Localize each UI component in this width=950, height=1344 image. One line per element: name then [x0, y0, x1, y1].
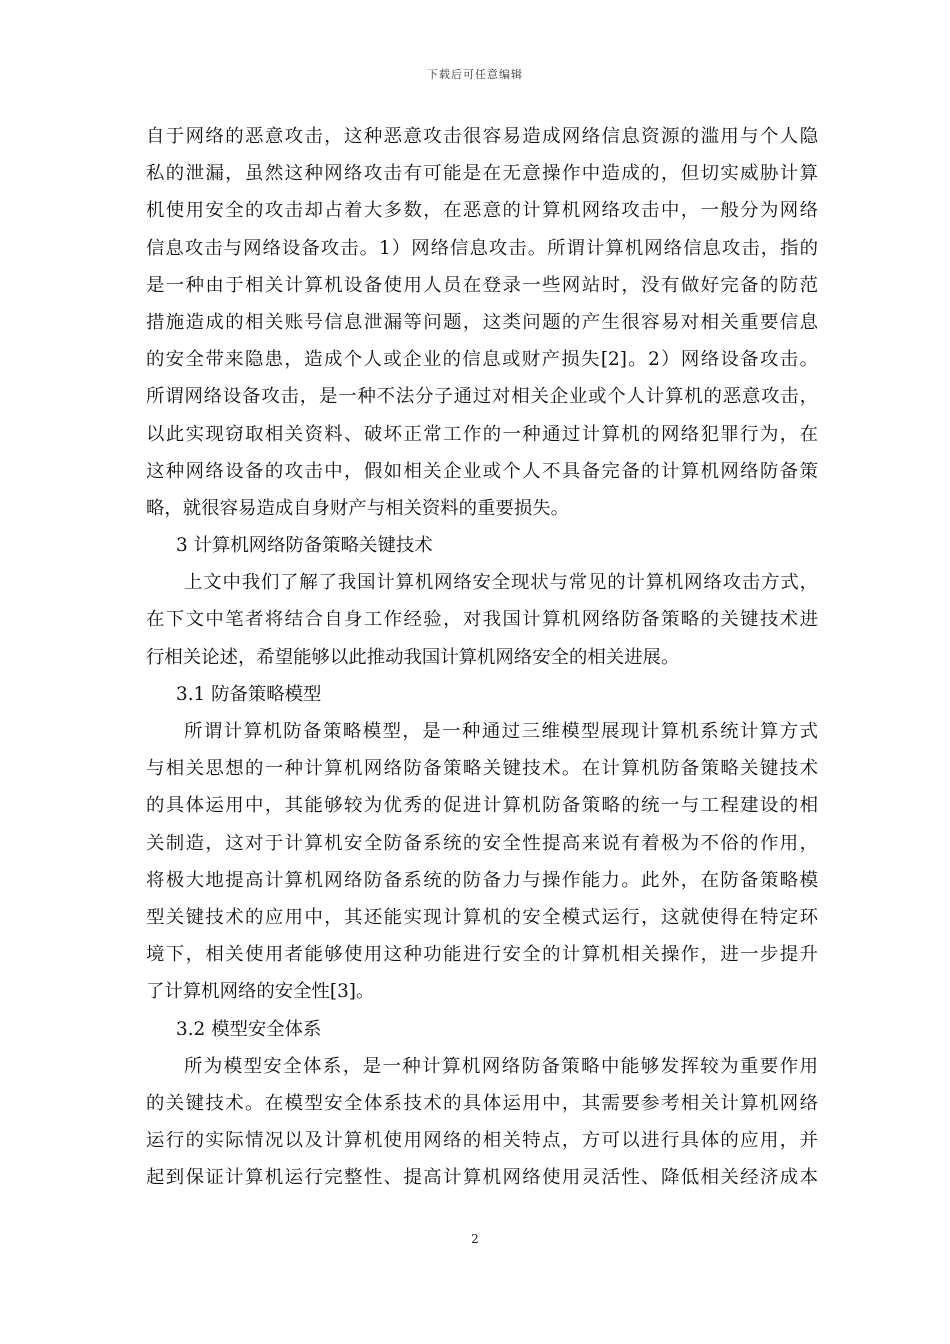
- body-line: 私的泄漏，虽然这种网络攻击有可能是在无意操作中造成的，但切实威胁计算: [146, 163, 818, 185]
- body-line: 信息攻击与网络设备攻击。1）网络信息攻击。所谓计算机网络信息攻击，指的: [146, 237, 818, 259]
- body-line: 所谓网络设备攻击，是一种不法分子通过对相关企业或个人计算机的恶意攻击，: [146, 386, 818, 408]
- page-header: 下载后可任意编辑: [427, 68, 523, 81]
- body-line: 措施造成的相关账号信息泄漏等问题，这类问题的产生很容易对相关重要信息: [146, 311, 818, 333]
- body-line: 型关键技术的应用中，其还能实现计算机的安全模式运行，这就使得在特定环: [146, 906, 818, 928]
- body-line: 是一种由于相关计算机设备使用人员在登录一些网站时，没有做好完备的防范: [146, 274, 818, 296]
- body-line: 以此实现窃取相关资料、破坏正常工作的一种通过计算机的网络犯罪行为，在: [146, 423, 818, 445]
- body-line: 关制造，这对于计算机安全防备系统的安全性提高来说有着极为不俗的作用，: [146, 832, 818, 854]
- body-line: 自于网络的恶意攻击，这种恶意攻击很容易造成网络信息资源的滥用与个人隐: [146, 126, 818, 147]
- body-line: 运行的实际情况以及计算机使用网络的相关特点，方可以进行具体的应用，并: [146, 1130, 818, 1152]
- body-line: 这种网络设备的攻击中，假如相关企业或个人不具备完备的计算机网络防备策: [146, 460, 818, 482]
- body-line: 机使用安全的攻击却占着大多数，在恶意的计算机网络攻击中，一般分为网络: [146, 200, 818, 222]
- body-line: 起到保证计算机运行完整性、提高计算机网络使用灵活性、降低相关经济成本: [146, 1167, 818, 1189]
- section-heading: 3 计算机网络防备策略关键技术: [176, 535, 433, 557]
- body-line: 的安全带来隐患，造成个人或企业的信息或财产损失[2]。2）网络设备攻击。: [146, 349, 818, 371]
- body-line: 在下文中笔者将结合自身工作经验，对我国计算机网络防备策略的关键技术进: [146, 609, 818, 631]
- body-line: 略，就很容易造成自身财产与相关资料的重要损失。: [146, 497, 569, 519]
- body-line: 所为模型安全体系，是一种计算机网络防备策略中能够发挥较为重要作用: [184, 1055, 818, 1077]
- document-body: [146, 118, 818, 1196]
- subsection-heading: 3.2 模型安全体系: [176, 1018, 322, 1040]
- body-line: 上文中我们了解了我国计算机网络安全现状与常见的计算机网络攻击方式，: [184, 572, 818, 594]
- body-line: 与相关思想的一种计算机网络防备策略关键技术。在计算机防备策略关键技术: [146, 758, 818, 780]
- body-line: 行相关论述，希望能够以此推动我国计算机网络安全的相关进展。: [146, 646, 680, 668]
- body-line: 境下，相关使用者能够使用这种功能进行安全的计算机相关操作，进一步提升: [146, 944, 818, 966]
- subsection-heading: 3.1 防备策略模型: [176, 683, 322, 705]
- body-line: 的关键技术。在模型安全体系技术的具体运用中，其需要参考相关计算机网络: [146, 1092, 818, 1114]
- page-number: 2: [471, 1232, 479, 1246]
- body-line: 了计算机网络的安全性[3]。: [146, 981, 375, 1003]
- body-line: 将极大地提高计算机网络防备系统的防备力与操作能力。此外，在防备策略模: [146, 869, 818, 891]
- body-line: 所谓计算机防备策略模型，是一种通过三维模型展现计算机系统计算方式: [184, 721, 818, 742]
- body-line: 的具体运用中，其能够较为优秀的促进计算机防备策略的统一与工程建设的相: [146, 795, 818, 817]
